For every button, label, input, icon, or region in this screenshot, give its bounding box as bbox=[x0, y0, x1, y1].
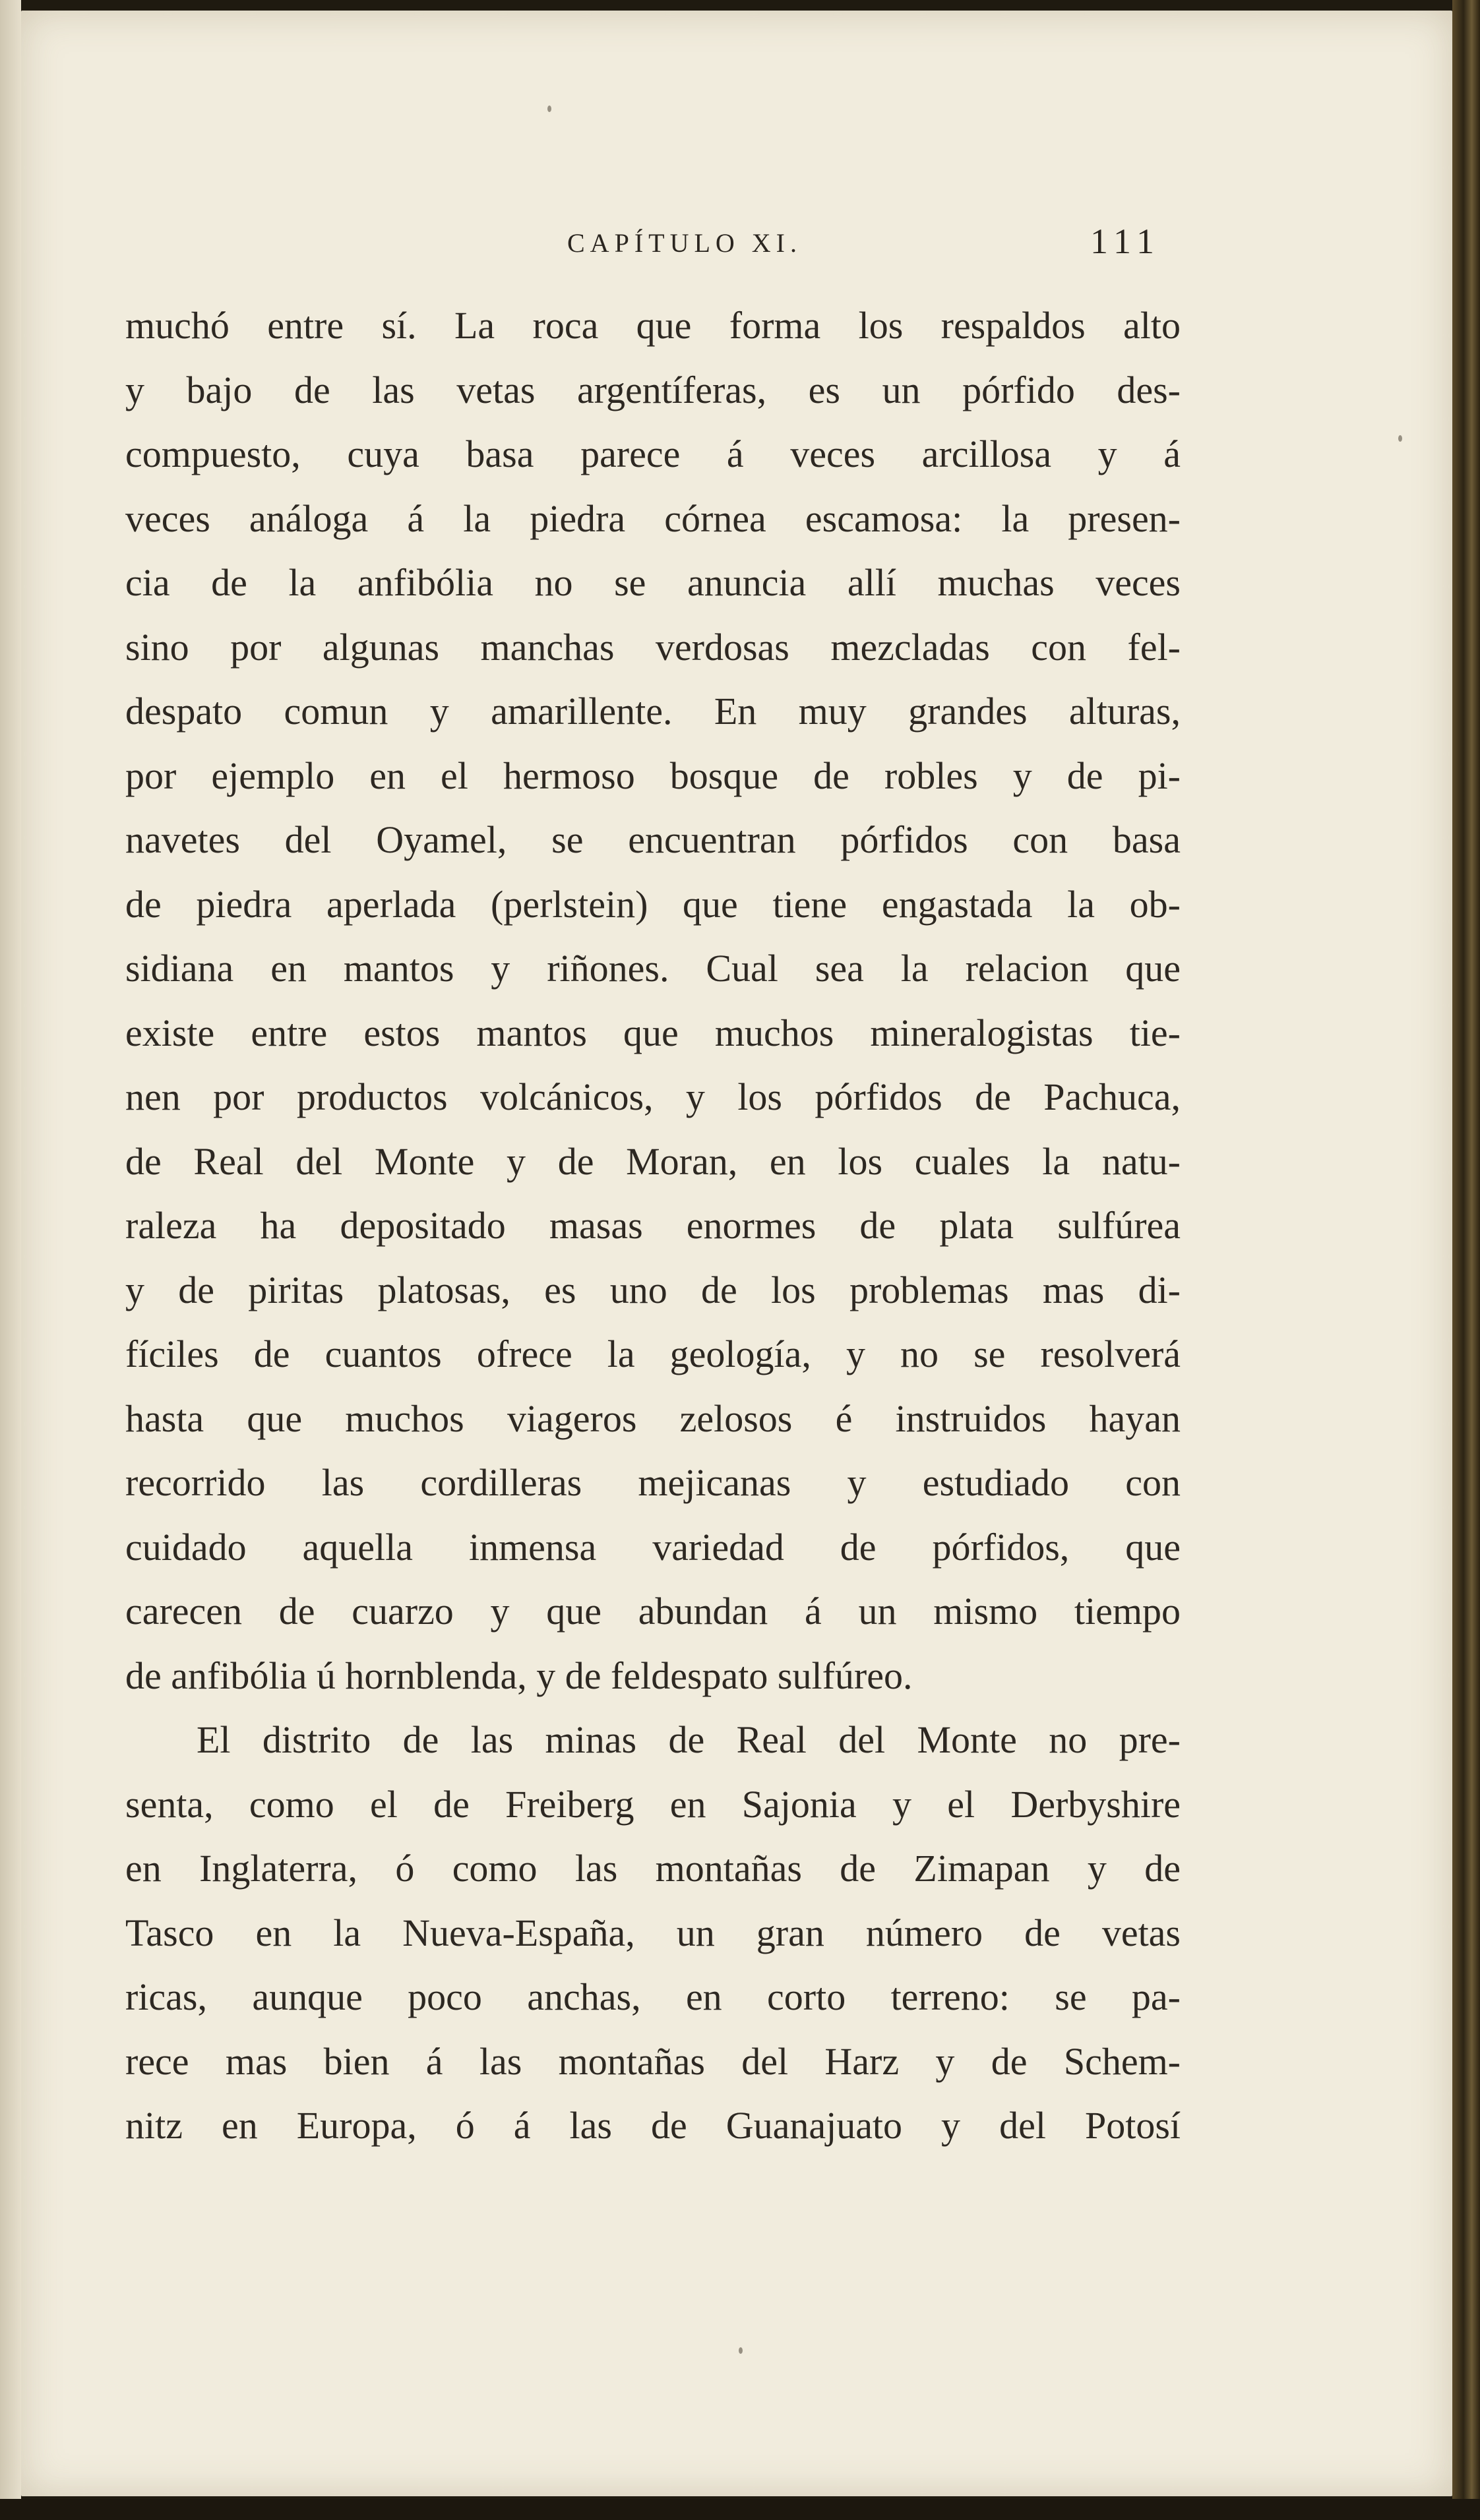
text-line: de Real del Monte y de Moran, en los cuales la natu- bbox=[125, 1139, 1181, 1183]
text-line: carecen de cuarzo y que abundan á un mismo tiempo bbox=[125, 1590, 1181, 1633]
paper-speck bbox=[547, 105, 551, 112]
text-line: despato comun y amarillente. En muy grandes alturas, bbox=[125, 690, 1181, 733]
text-line: sidiana en mantos y riñones. Cual sea la relacion que bbox=[125, 947, 1181, 990]
text-line: senta, como el de Freiberg en Sajonia y el Derbyshire bbox=[125, 1782, 1181, 1826]
text-line: El distrito de las minas de Real del Monte no pre- bbox=[197, 1718, 1181, 1761]
text-line: veces análoga á la piedra córnea escamosa: la presen- bbox=[125, 496, 1181, 540]
text-line: fíciles de cuantos ofrece la geología, y no se resolverá bbox=[125, 1333, 1181, 1375]
bottom-edge bbox=[0, 2499, 1480, 2520]
body-text bbox=[125, 293, 1181, 2158]
text-line: rece mas bien á las montañas del Harz y de Schem- bbox=[125, 2039, 1181, 2083]
page-header bbox=[119, 222, 1161, 267]
paper-speck bbox=[739, 2347, 743, 2354]
text-line: y de piritas platosas, es uno de los problemas mas di- bbox=[125, 1268, 1181, 1311]
text-line: por ejemplo en el hermoso bosque de robles y de pi- bbox=[125, 754, 1181, 797]
text-line: cia de la anfibólia no se anuncia allí muchas veces bbox=[125, 561, 1181, 604]
text-line: de anfibólia ú hornblenda, y de feldespato sulfúreo. bbox=[125, 1654, 913, 1697]
book-edge bbox=[1452, 0, 1480, 2520]
text-line: existe entre estos mantos que muchos mineralogistas tie- bbox=[125, 1011, 1181, 1054]
text-line: hasta que muchos viageros zelosos é instruidos hayan bbox=[125, 1396, 1181, 1440]
text-line: Tasco en la Nueva-España, un gran número de vetas bbox=[125, 1911, 1181, 1954]
text-line: navetes del Oyamel, se encuentran pórfidos con basa bbox=[125, 818, 1181, 861]
text-line: de piedra aperlada (perlstein) que tiene engastada la ob- bbox=[125, 882, 1181, 926]
text-line: nitz en Europa, ó á las de Guanajuato y del Potosí bbox=[125, 2104, 1181, 2147]
text-line: sino por algunas manchas verdosas mezcladas con fel- bbox=[125, 625, 1181, 669]
text-line: recorrido las cordilleras mejicanas y estudiado con bbox=[125, 1461, 1181, 1504]
text-line: nen por productos volcánicos, y los pórfidos de Pachuca, bbox=[125, 1075, 1181, 1118]
text-line: en Inglaterra, ó como las montañas de Zimapan y de bbox=[125, 1847, 1181, 1890]
text-line: compuesto, cuya basa parece á veces arcillosa y á bbox=[125, 433, 1181, 475]
page-gutter bbox=[0, 0, 21, 2520]
text-line: ricas, aunque poco anchas, en corto terreno: se pa- bbox=[125, 1975, 1181, 2018]
text-line: y bajo de las vetas argentíferas, es un pórfido des- bbox=[125, 368, 1181, 411]
running-head: CAPÍTULO XI. bbox=[567, 228, 802, 258]
text-line: muchó entre sí. La roca que forma los respaldos alto bbox=[125, 304, 1181, 347]
text-line: raleza ha depositado masas enormes de plata sulfúrea bbox=[125, 1204, 1181, 1247]
text-line: cuidado aquella inmensa variedad de pórfidos, que bbox=[125, 1525, 1181, 1569]
paper-speck bbox=[1398, 435, 1402, 442]
page-number: 111 bbox=[1090, 222, 1161, 261]
